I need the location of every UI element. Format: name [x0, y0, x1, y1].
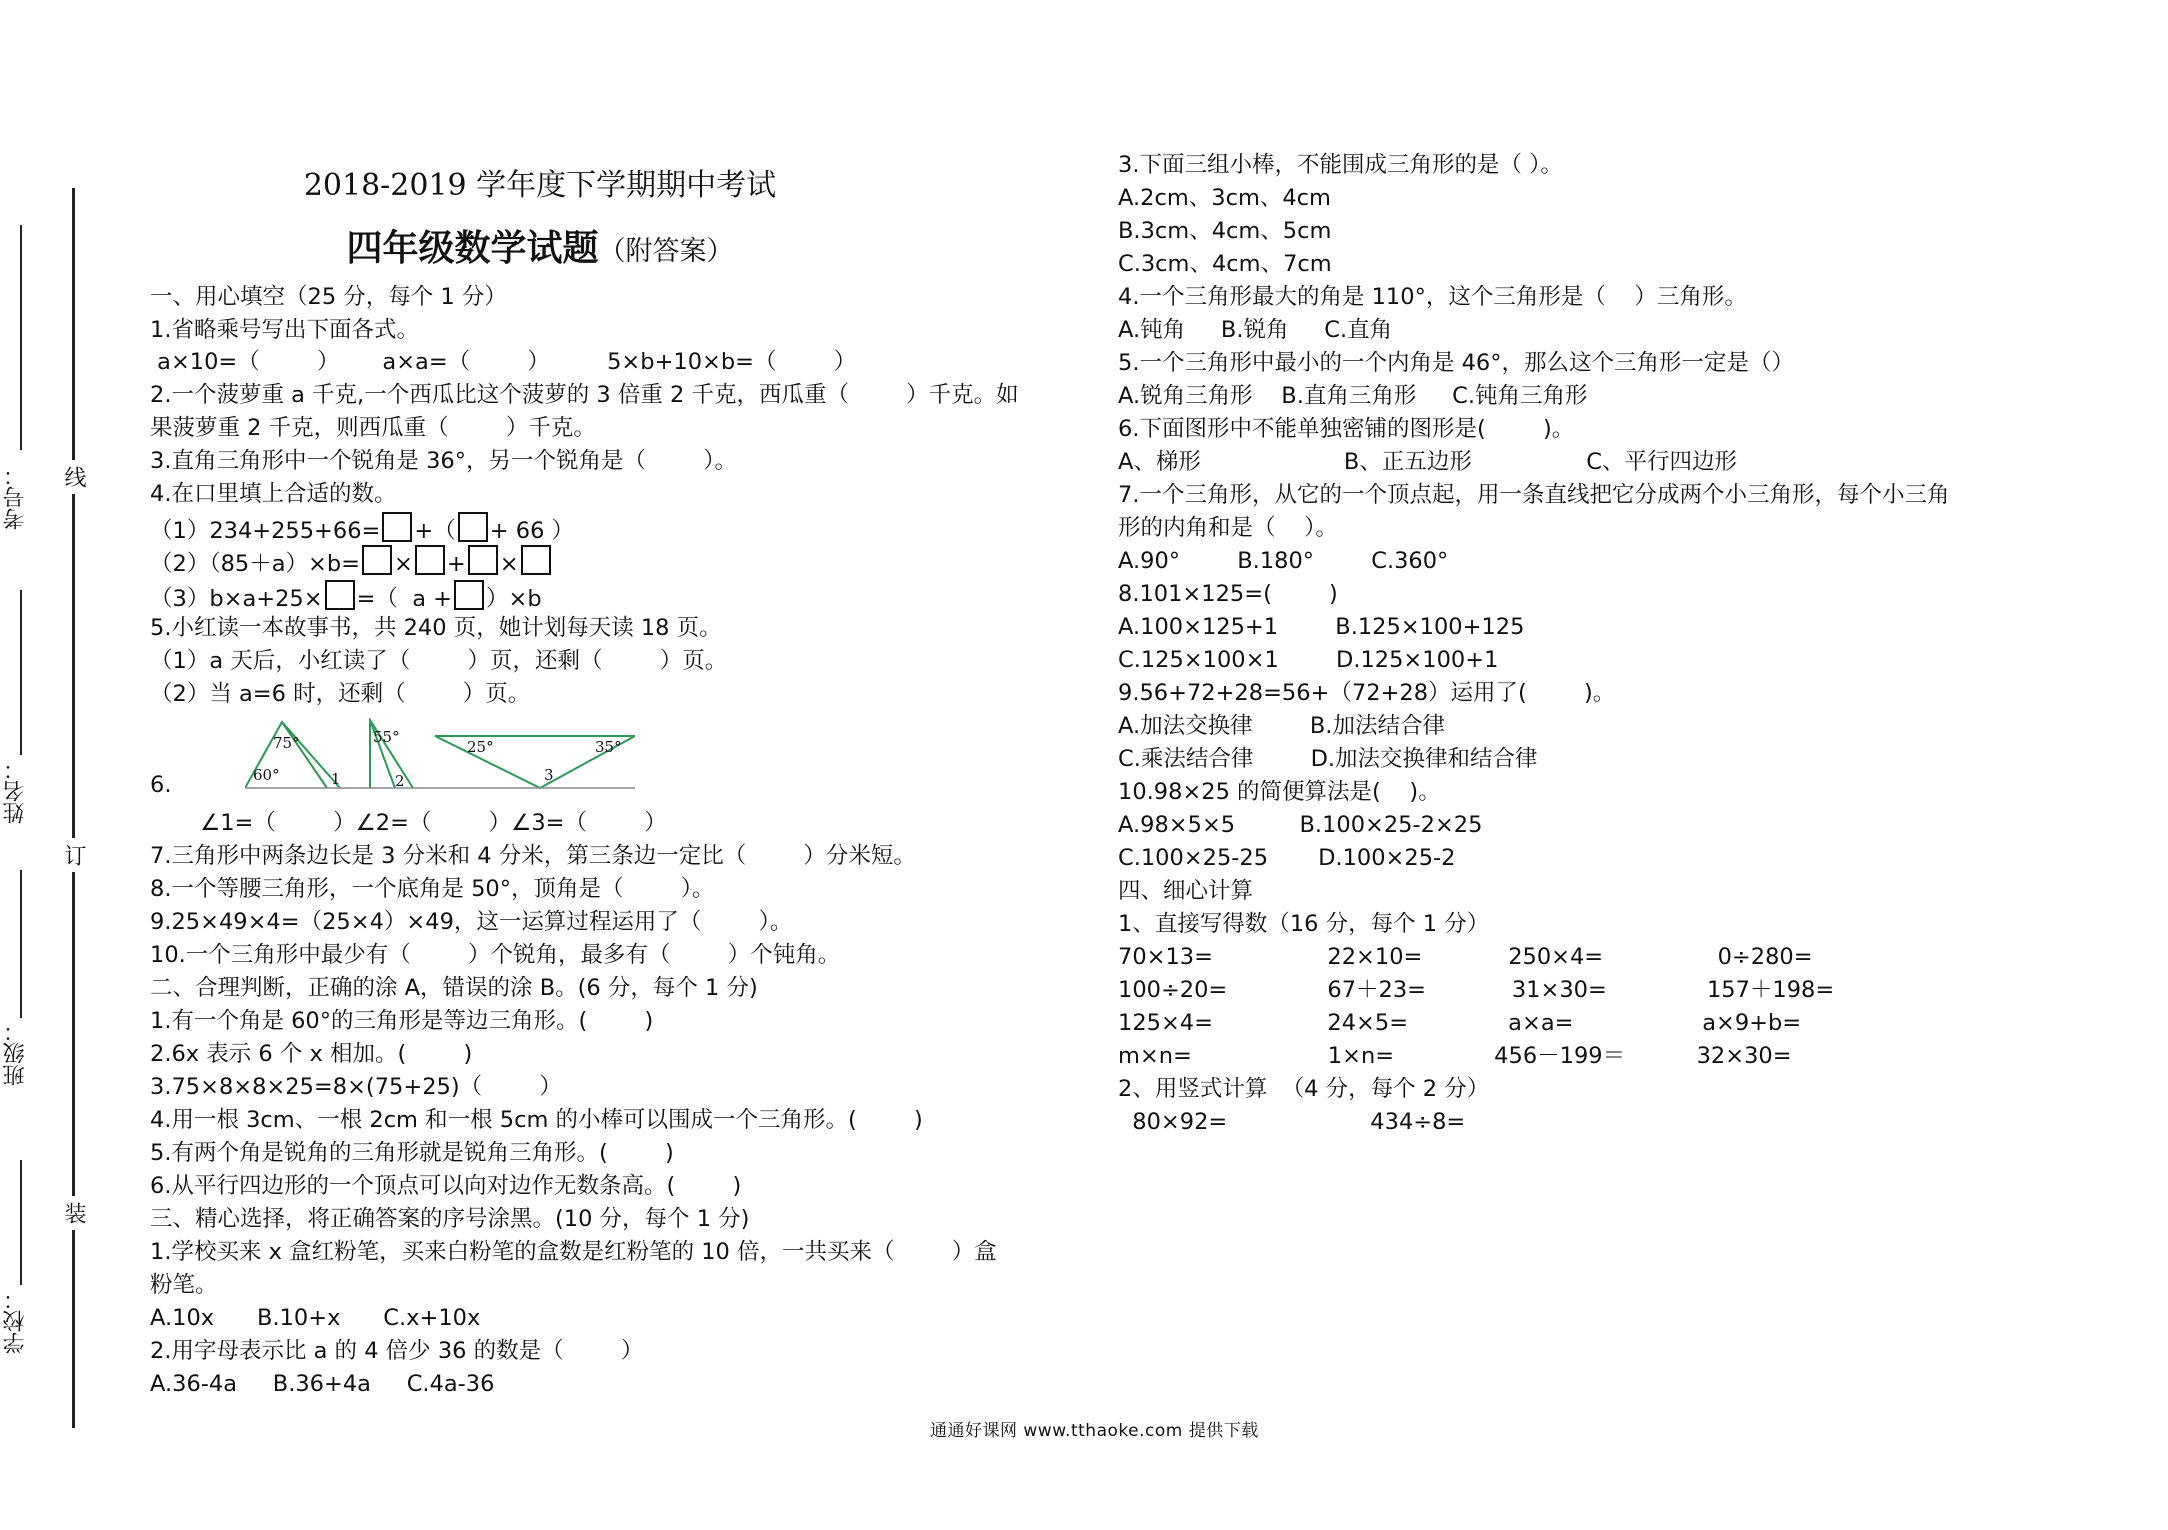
part2-times2: ×	[499, 551, 519, 577]
question-1-5-part1: （1）a 天后，小红读了（ ）页，还剩（ ）页。	[150, 648, 728, 674]
question-3-10-options-cd: C.100×25-25 D.100×25-2	[1118, 845, 1456, 871]
question-3-1-cont: 粉笔。	[150, 1272, 218, 1298]
angle-3-label: 3	[544, 766, 554, 784]
question-3-7-options: A.90° B.180° C.360°	[1118, 548, 1449, 574]
calc-row-2: 100÷20= 67＋23= 31×30= 157＋198=	[1118, 977, 1835, 1003]
triangle-figure	[245, 718, 635, 790]
question-3-7: 7.一个三角形，从它的一个顶点起，用一条直线把它分成两个小三角形，每个小三角	[1118, 482, 1950, 508]
calc-row-1: 70×13= 22×10= 250×4= 0÷280=	[1118, 944, 1813, 970]
vertical-calc-row: 80×92= 434÷8=	[1118, 1109, 1466, 1135]
question-3-8-options-cd: C.125×100×1 D.125×100+1	[1118, 647, 1499, 673]
section-3-heading: 三、精心选择，将正确答案的序号涂黑。(10 分，每个 1 分)	[150, 1206, 750, 1232]
question-3-6-options: A、梯形 B、正五边形 C、平行四边形	[1118, 449, 1738, 475]
class-underline	[20, 870, 22, 1018]
binding-mark-ding: 订	[58, 838, 89, 872]
question-1-4-part1	[150, 512, 574, 546]
question-1-5-part2: （2）当 a=6 时，还剩（ ）页。	[150, 681, 531, 707]
question-2-2: 2.6x 表示 6 个 x 相加。( )	[150, 1041, 473, 1067]
section-4-part1-heading: 1、直接写得数（16 分，每个 1 分）	[1118, 911, 1490, 937]
question-1-9: 9.25×49×4=（25×4）×49，这一运算过程运用了（ ）。	[150, 909, 793, 935]
question-1-1-items: a×10=（ ） a×a=（ ） 5×b+10×b=（ ）	[150, 349, 857, 375]
question-3-7-cont: 形的内角和是（ ）。	[1118, 515, 1338, 541]
part1-plus: +（	[414, 518, 456, 544]
part2-expr: （2）（85＋a）×b=	[150, 551, 360, 577]
answer-box[interactable]	[454, 580, 484, 610]
question-1-7: 7.三角形中两条边长是 3 分米和 4 分米，第三条边一定比（ ）分米短。	[150, 843, 916, 869]
question-3-8-options-ab: A.100×125+1 B.125×100+125	[1118, 614, 1525, 640]
question-3-2-options: A.36-4a B.36+4a C.4a-36	[150, 1371, 495, 1397]
binding-margin	[0, 0, 110, 1530]
question-3-4-options: A.钝角 B.锐角 C.直角	[1118, 317, 1393, 343]
question-3-6: 6.下面图形中不能单独密铺的图形是( )。	[1118, 416, 1575, 442]
answer-box[interactable]	[362, 545, 392, 575]
section-4-part2-heading: 2、用竖式计算 （4 分，每个 2 分）	[1118, 1076, 1490, 1102]
angle-1-label: 1	[331, 770, 341, 788]
class-label: 班级：	[3, 1020, 28, 1086]
question-1-2-cont: 果菠萝重 2 千克，则西瓜重（ ）千克。	[150, 415, 596, 441]
section-4-heading: 四、细心计算	[1118, 878, 1254, 904]
answer-note: （附答案）	[598, 236, 734, 267]
question-3-3-option-b: B.3cm、4cm、5cm	[1118, 218, 1332, 244]
question-1-6-label: 6.	[150, 772, 172, 798]
question-1-1: 1.省略乘号写出下面各式。	[150, 317, 419, 343]
answer-box[interactable]	[382, 512, 412, 542]
calc-row-3: 125×4= 24×5= a×a= a×9+b=	[1118, 1010, 1802, 1036]
angle-60-label: 60°	[253, 766, 280, 784]
part2-plus: +	[446, 551, 466, 577]
question-1-8: 8.一个等腰三角形，一个底角是 50°，顶角是（ ）。	[150, 876, 715, 902]
angle-2-label: 2	[395, 772, 405, 790]
binding-line	[72, 188, 75, 1428]
question-2-3: 3.75×8×8×25=8×(75+25)（ ）	[150, 1074, 562, 1100]
subject-title: 四年级数学试题	[346, 227, 599, 269]
question-2-5: 5.有两个角是锐角的三角形就是锐角三角形。( )	[150, 1140, 674, 1166]
question-2-1: 1.有一个角是 60°的三角形是等边三角形。( )	[150, 1008, 654, 1034]
question-3-8: 8.101×125=( )	[1118, 581, 1338, 607]
answer-box[interactable]	[415, 545, 445, 575]
angle-35-label: 35°	[595, 738, 622, 756]
question-1-10: 10.一个三角形中最少有（ ）个锐角，最多有（ ）个钝角。	[150, 942, 841, 968]
question-1-3: 3.直角三角形中一个锐角是 36°，另一个锐角是（ ）。	[150, 448, 737, 474]
question-3-3: 3.下面三组小棒，不能围成三角形的是（ ）。	[1118, 152, 1563, 178]
school-underline	[20, 1160, 22, 1285]
question-3-1: 1.学校买来 x 盒红粉笔，买来白粉笔的盒数是红粉笔的 10 倍，一共买来（ ）盒	[150, 1239, 997, 1265]
part3-eq: =（ a +	[356, 586, 453, 612]
angle-55-label: 55°	[373, 728, 400, 746]
question-3-10: 10.98×25 的简便算法是( )。	[1118, 779, 1441, 805]
school-label: 学校：	[3, 1288, 28, 1354]
part2-times: ×	[393, 551, 413, 577]
answer-box[interactable]	[521, 545, 551, 575]
question-2-6: 6.从平行四边形的一个顶点可以向对边作无数条高。( )	[150, 1173, 742, 1199]
angle-25-label: 25°	[467, 738, 494, 756]
answer-box[interactable]	[468, 545, 498, 575]
question-3-9-options-cd: C.乘法结合律 D.加法交换律和结合律	[1118, 746, 1538, 772]
calc-row-4: m×n= 1×n= 456－199＝ 32×30=	[1118, 1043, 1792, 1069]
exam-no-label: 考号：	[3, 464, 28, 530]
part1-tail: + 66 ）	[489, 518, 575, 544]
binding-mark-zhuang: 装	[58, 1196, 89, 1230]
angle-75-label: 75°	[273, 734, 300, 752]
question-1-5: 5.小红读一本故事书，共 240 页，她计划每天读 18 页。	[150, 615, 722, 641]
question-1-6-angles: ∠1=（ ）∠2=（ ）∠3=（ ）	[150, 810, 667, 836]
triangle-1-inner-line	[282, 722, 327, 788]
name-label: 姓名：	[3, 758, 28, 824]
question-3-5: 5.一个三角形中最小的一个内角是 46°，那么这个三角形一定是（）	[1118, 350, 1795, 376]
question-1-4-part2	[150, 545, 553, 579]
question-3-10-options-ab: A.98×5×5 B.100×25-2×25	[1118, 812, 1483, 838]
part1-expr: （1）234+255+66=	[150, 518, 381, 544]
name-underline	[20, 590, 22, 755]
question-1-4: 4.在口里填上合适的数。	[150, 481, 397, 507]
exam-no-underline	[20, 225, 22, 450]
question-3-1-options: A.10x B.10+x C.x+10x	[150, 1305, 481, 1331]
question-3-3-option-c: C.3cm、4cm、7cm	[1118, 251, 1332, 277]
question-1-4-part3	[150, 580, 542, 614]
part3-tail: ）×b	[486, 586, 542, 612]
question-3-9-options-ab: A.加法交换律 B.加法结合律	[1118, 713, 1445, 739]
question-3-4: 4.一个三角形最大的角是 110°，这个三角形是（ ）三角形。	[1118, 284, 1747, 310]
question-3-9: 9.56+72+28=56+（72+28）运用了( )。	[1118, 680, 1616, 706]
section-1-heading: 一、用心填空（25 分，每个 1 分）	[150, 284, 507, 310]
exam-subtitle	[150, 220, 930, 271]
question-3-5-options: A.锐角三角形 B.直角三角形 C.钝角三角形	[1118, 383, 1588, 409]
question-3-3-option-a: A.2cm、3cm、4cm	[1118, 185, 1331, 211]
question-1-2: 2.一个菠萝重 a 千克,一个西瓜比这个菠萝的 3 倍重 2 千克，西瓜重（ ）千克。如	[150, 382, 1019, 408]
part3-expr: （3）b×a+25×	[150, 586, 323, 612]
footer-credit: 通通好课网 www.tthaoke.com 提供下载	[930, 1421, 1259, 1441]
answer-box[interactable]	[458, 512, 488, 542]
answer-box[interactable]	[325, 580, 355, 610]
question-2-4: 4.用一根 3cm、一根 2cm 和一根 5cm 的小棒可以围成一个三角形。( )	[150, 1107, 923, 1133]
exam-title: 2018-2019 学年度下学期期中考试	[303, 168, 777, 203]
question-3-2: 2.用字母表示比 a 的 4 倍少 36 的数是（ ）	[150, 1338, 644, 1364]
binding-mark-xian: 线	[58, 460, 89, 494]
section-2-heading: 二、合理判断，正确的涂 A，错误的涂 B。(6 分，每个 1 分)	[150, 975, 758, 1001]
